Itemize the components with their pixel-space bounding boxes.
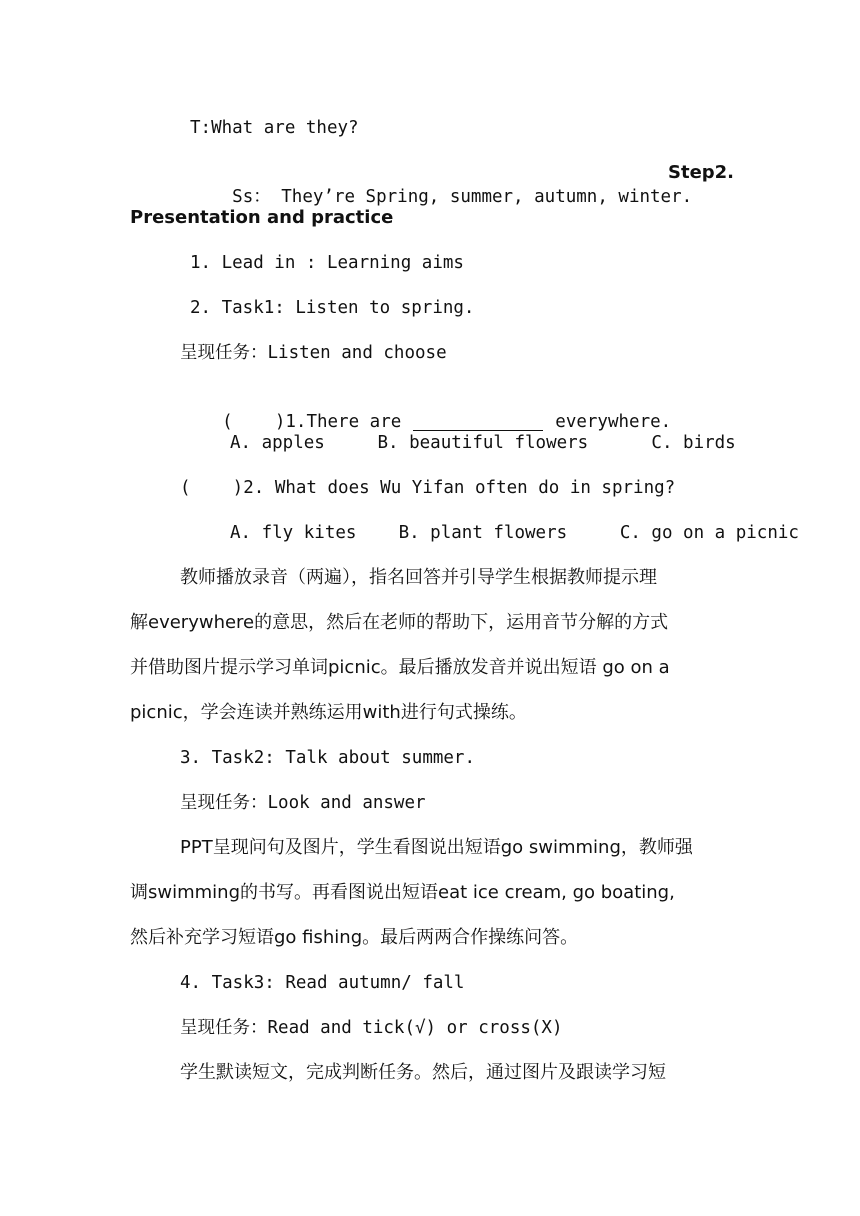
paragraph-line: picnic，学会连读并熟练运用with进行句式操练。 xyxy=(130,702,527,723)
text-segment: Ss： They’re Spring, summer, autumn, winter. xyxy=(232,187,693,207)
question-text: everywhere. xyxy=(555,412,672,432)
list-item: 1. Lead in : Learning aims xyxy=(190,253,464,273)
answer-blank xyxy=(413,412,543,431)
options-line: A. apples B. beautiful flowers C. birds xyxy=(230,433,736,453)
text-line: 呈现任务：Read and tick(√) or cross(X) xyxy=(180,1018,563,1038)
paragraph-line: PPT呈现问句及图片，学生看图说出短语go swimming，教师强 xyxy=(180,837,693,858)
paragraph-line: 并借助图片提示学习单词picnic。最后播放发音并说出短语 go on a xyxy=(130,657,670,678)
paragraph-line: 然后补充学习短语go fishing。最后两两合作操练问答。 xyxy=(130,927,579,948)
list-item: 4. Task3: Read autumn/ fall xyxy=(180,973,465,993)
paragraph-line: 调swimming的书写。再看图说出短语eat ice cream, go boating, xyxy=(130,882,675,903)
step-heading: Step2. xyxy=(668,162,735,183)
section-heading: Presentation and practice xyxy=(130,207,394,228)
paragraph-line: 学生默读短文，完成判断任务。然后，通过图片及跟读学习短 xyxy=(180,1062,666,1083)
question-line: ( )2. What does Wu Yifan often do in spring? xyxy=(180,478,676,498)
list-item: 2. Task1: Listen to spring. xyxy=(190,298,475,318)
text-line: 呈现任务：Look and answer xyxy=(180,793,426,813)
text-line: 呈现任务：Listen and choose xyxy=(180,343,447,363)
paragraph-line: 解everywhere的意思，然后在老师的帮助下，运用音节分解的方式 xyxy=(130,612,669,633)
options-line: A. fly kites B. plant flowers C. go on a picnic xyxy=(230,523,799,543)
paragraph-line: 教师播放录音（两遍），指名回答并引导学生根据教师提示理 xyxy=(180,567,657,588)
question-text: ( )1.There are xyxy=(222,412,402,432)
list-item: 3. Task2: Talk about summer. xyxy=(180,748,476,768)
text-line: T:What are they? xyxy=(190,118,359,138)
